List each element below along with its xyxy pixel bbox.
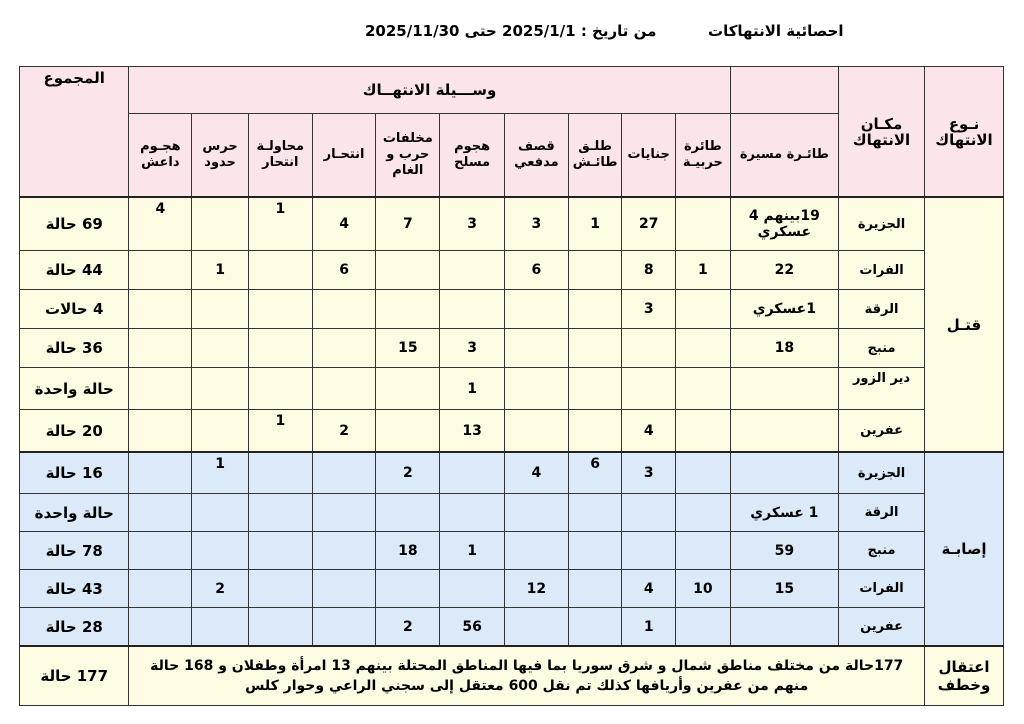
value-cell [568, 329, 622, 368]
value-cell: 4 [622, 410, 676, 453]
value-cell: 27 [622, 197, 676, 251]
value-cell [376, 368, 440, 410]
value-cell: 1 [248, 410, 312, 453]
value-cell [505, 290, 569, 329]
table-row [20, 290, 1004, 329]
location-cell: عفرين [839, 608, 925, 647]
value-cell [676, 329, 731, 368]
row-total: 36 حالة [20, 329, 129, 368]
value-cell: 1عسكري [730, 290, 838, 329]
value-cell: 6 [568, 452, 622, 494]
value-cell [440, 494, 505, 532]
detention-detail: 177حالة من مختلف مناطق شمال و شرق سوريا بما فيها المناطق المحتلة بينهم 13 امرأة وطفلان و 168 حالة منهم من عفرين وأريافها كذلك تم نقل 600 معتقل إلى سجني الراعي وحوار كلس [129, 646, 925, 706]
value-cell [730, 608, 838, 647]
table-row [20, 494, 1004, 532]
value-cell [568, 608, 622, 647]
value-cell: 3 [505, 197, 569, 251]
location-cell: الرقة [839, 494, 925, 532]
value-cell: 10 [676, 570, 731, 608]
value-cell: 4 [622, 570, 676, 608]
header-means-0: طائـرة مسيرة [730, 114, 838, 198]
value-cell [568, 494, 622, 532]
value-cell [192, 410, 249, 453]
value-cell [676, 410, 731, 453]
header-means-6: مخلفات حرب و الغام [376, 114, 440, 198]
value-cell [376, 570, 440, 608]
value-cell: 2 [376, 452, 440, 494]
value-cell [248, 570, 312, 608]
header-means-3: طلـق طائـش [568, 114, 622, 198]
detention-row [20, 646, 1004, 706]
value-cell [676, 494, 731, 532]
value-cell: 2 [192, 570, 249, 608]
value-cell [440, 452, 505, 494]
header-means-2: جنايات [622, 114, 676, 198]
value-cell: 1 عسكري [730, 494, 838, 532]
value-cell [312, 608, 376, 647]
row-total: حالة واحدة [20, 494, 129, 532]
value-cell: 1 [248, 197, 312, 251]
value-cell [312, 570, 376, 608]
value-cell [312, 452, 376, 494]
value-cell [129, 329, 192, 368]
value-cell [505, 494, 569, 532]
row-total: 44 حالة [20, 251, 129, 290]
value-cell [248, 494, 312, 532]
value-cell [129, 494, 192, 532]
location-cell: الفرات [839, 251, 925, 290]
table-row [20, 251, 1004, 290]
value-cell [568, 570, 622, 608]
table-row [20, 532, 1004, 570]
value-cell [129, 290, 192, 329]
value-cell: 7 [376, 197, 440, 251]
header-means-10: هجـوم داعش [129, 114, 192, 198]
header-means-4: قصف مدفعي [505, 114, 569, 198]
header-means-7: انتحـار [312, 114, 376, 198]
value-cell: 4 [312, 197, 376, 251]
value-cell [376, 290, 440, 329]
value-cell [622, 368, 676, 410]
row-total: 69 حالة [20, 197, 129, 251]
table-row [20, 410, 1004, 453]
value-cell [129, 452, 192, 494]
value-cell: 19بينهم 4 عسكري [730, 197, 838, 251]
value-cell [312, 494, 376, 532]
value-cell: 15 [730, 570, 838, 608]
date-range: من تاريخ : 2025/1/1 حتى 2025/11/30 [365, 22, 657, 40]
value-cell: 2 [312, 410, 376, 453]
value-cell [568, 251, 622, 290]
header-means-blank [730, 67, 838, 114]
row-total: حالة واحدة [20, 368, 129, 410]
location-cell: عفرين [839, 410, 925, 453]
value-cell [312, 532, 376, 570]
value-cell [129, 251, 192, 290]
value-cell [622, 494, 676, 532]
value-cell: 1 [676, 251, 731, 290]
value-cell [676, 290, 731, 329]
value-cell [440, 290, 505, 329]
header-means-5: هجوم مسلح [440, 114, 505, 198]
value-cell [568, 532, 622, 570]
value-cell [505, 329, 569, 368]
value-cell: 18 [730, 329, 838, 368]
value-cell: 1 [440, 368, 505, 410]
value-cell: 8 [622, 251, 676, 290]
table-row [20, 452, 1004, 494]
value-cell [730, 410, 838, 453]
value-cell: 1 [192, 251, 249, 290]
value-cell [129, 570, 192, 608]
value-cell [730, 452, 838, 494]
value-cell [568, 410, 622, 453]
header-location: مكـان الانتهاك [839, 67, 925, 198]
location-cell: الجزيرة [839, 452, 925, 494]
value-cell: 56 [440, 608, 505, 647]
row-total: 43 حالة [20, 570, 129, 608]
value-cell [376, 494, 440, 532]
value-cell: 4 [129, 197, 192, 251]
value-cell [676, 452, 731, 494]
value-cell [129, 368, 192, 410]
value-cell: 1 [192, 452, 249, 494]
value-cell [248, 329, 312, 368]
value-cell: 6 [312, 251, 376, 290]
value-cell [192, 290, 249, 329]
value-cell [622, 532, 676, 570]
value-cell: 59 [730, 532, 838, 570]
value-cell: 3 [440, 197, 505, 251]
value-cell [192, 329, 249, 368]
killing-type-label: قتـل [925, 197, 1004, 452]
violations-table [19, 66, 1004, 706]
value-cell: 2 [376, 608, 440, 647]
header-means-8: محاولـة انتحار [248, 114, 312, 198]
location-cell: الفرات [839, 570, 925, 608]
value-cell: 1 [568, 197, 622, 251]
report-title: احصائية الانتهاكات [708, 22, 844, 40]
location-cell: دير الزور [839, 368, 925, 410]
value-cell [192, 608, 249, 647]
value-cell [192, 368, 249, 410]
value-cell [505, 410, 569, 453]
value-cell [505, 608, 569, 647]
value-cell [440, 251, 505, 290]
detention-type-label: اعتقال وخطف [925, 646, 1004, 706]
value-cell: 15 [376, 329, 440, 368]
value-cell [568, 368, 622, 410]
row-total: 28 حالة [20, 608, 129, 647]
table-row [20, 368, 1004, 410]
location-cell: الرقة [839, 290, 925, 329]
value-cell: 3 [440, 329, 505, 368]
value-cell [676, 608, 731, 647]
value-cell [192, 197, 249, 251]
header-means-1: طائرة حربيـة [676, 114, 731, 198]
value-cell [129, 532, 192, 570]
row-total: 20 حالة [20, 410, 129, 453]
value-cell [676, 368, 731, 410]
value-cell [730, 368, 838, 410]
value-cell [676, 532, 731, 570]
value-cell [312, 368, 376, 410]
value-cell [248, 608, 312, 647]
value-cell: 1 [440, 532, 505, 570]
header-means-group: وســـيلة الانتهــاك [129, 67, 730, 114]
header-violation-type: نـوع الانتهاك [925, 67, 1004, 198]
row-total: 4 حالات [20, 290, 129, 329]
value-cell [312, 329, 376, 368]
value-cell: 6 [505, 251, 569, 290]
value-cell [248, 452, 312, 494]
value-cell [622, 329, 676, 368]
value-cell [376, 251, 440, 290]
location-cell: الجزيرة [839, 197, 925, 251]
value-cell [248, 290, 312, 329]
value-cell: 13 [440, 410, 505, 453]
value-cell [440, 570, 505, 608]
location-cell: منبج [839, 329, 925, 368]
value-cell [192, 532, 249, 570]
value-cell [505, 532, 569, 570]
value-cell [248, 368, 312, 410]
value-cell: 18 [376, 532, 440, 570]
value-cell: 12 [505, 570, 569, 608]
value-cell [568, 290, 622, 329]
value-cell: 4 [505, 452, 569, 494]
value-cell: 22 [730, 251, 838, 290]
value-cell [129, 410, 192, 453]
header-means-9: حرس حدود [192, 114, 249, 198]
value-cell [129, 608, 192, 647]
value-cell [676, 197, 731, 251]
location-cell: منبج [839, 532, 925, 570]
injury-type-label: إصابـة [925, 452, 1004, 646]
value-cell [248, 532, 312, 570]
value-cell [312, 290, 376, 329]
table-row [20, 608, 1004, 647]
row-total: 16 حالة [20, 452, 129, 494]
value-cell [192, 494, 249, 532]
table-row [20, 197, 1004, 251]
detention-total: 177 حالة [20, 646, 129, 706]
value-cell [376, 410, 440, 453]
value-cell: 3 [622, 290, 676, 329]
row-total: 78 حالة [20, 532, 129, 570]
value-cell [248, 251, 312, 290]
header-total: المجموع [20, 67, 129, 198]
value-cell: 3 [622, 452, 676, 494]
value-cell [505, 368, 569, 410]
value-cell: 1 [622, 608, 676, 647]
table-row [20, 570, 1004, 608]
table-row [20, 329, 1004, 368]
